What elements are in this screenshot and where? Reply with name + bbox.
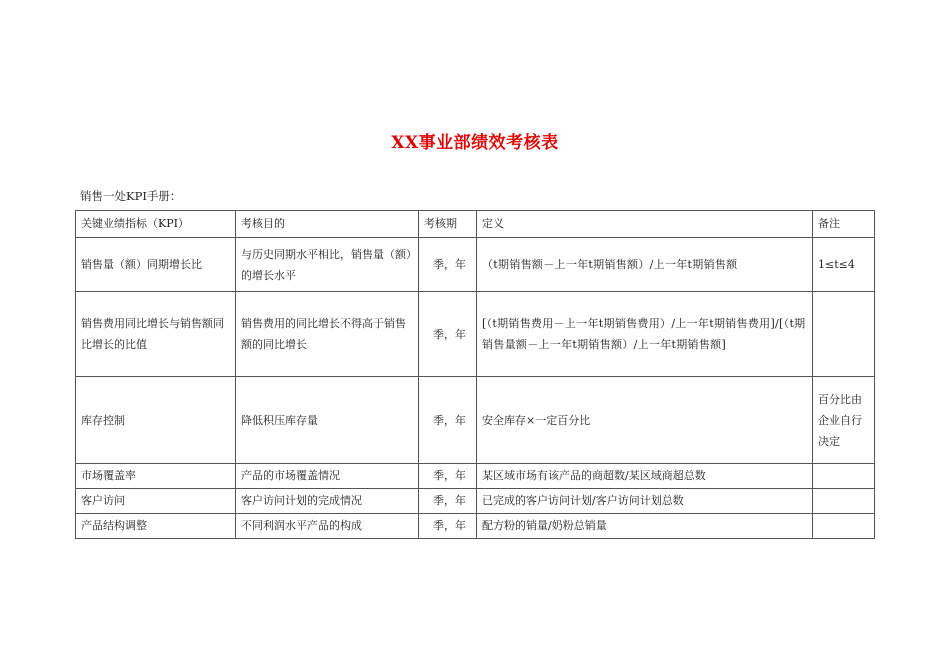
cell-goal: 不同利润水平产品的构成 — [236, 514, 419, 539]
cell-period: 季，年 — [419, 489, 477, 514]
cell-kpi: 销售量（额）同期增长比 — [76, 238, 236, 292]
cell-period: 季，年 — [419, 377, 477, 464]
table-row — [76, 489, 875, 514]
cell-definition: 某区域市场有该产品的商超数/某区域商超总数 — [477, 464, 813, 489]
cell-goal: 客户访问计划的完成情况 — [236, 489, 419, 514]
header-kpi: 关键业绩指标（KPI） — [76, 211, 236, 238]
cell-goal: 与历史同期水平相比，销售量（额）的增长水平 — [236, 238, 419, 292]
header-note: 备注 — [813, 211, 875, 238]
header-goal: 考核目的 — [236, 211, 419, 238]
cell-note: 百分比由企业自行决定 — [813, 377, 875, 464]
kpi-table — [75, 210, 875, 539]
cell-period: 季，年 — [419, 238, 477, 292]
cell-kpi: 市场覆盖率 — [76, 464, 236, 489]
table-row — [76, 464, 875, 489]
header-definition: 定义 — [477, 211, 813, 238]
cell-note — [813, 292, 875, 377]
cell-note — [813, 464, 875, 489]
table-row — [76, 377, 875, 464]
cell-definition: 安全库存×一定百分比 — [477, 377, 813, 464]
cell-period: 季，年 — [419, 514, 477, 539]
cell-note: 1≤t≤4 — [813, 238, 875, 292]
cell-goal: 产品的市场覆盖情况 — [236, 464, 419, 489]
cell-definition: [（t期销售费用－上一年t期销售费用）/上一年t期销售费用]/[（t期销售量额－上一年t期销售额）/上一年t期销售额] — [477, 292, 813, 377]
cell-definition: 配方粉的销量/奶粉总销量 — [477, 514, 813, 539]
cell-kpi: 客户访问 — [76, 489, 236, 514]
table-row — [76, 514, 875, 539]
table-header-row — [76, 211, 875, 238]
cell-goal: 降低积压库存量 — [236, 377, 419, 464]
cell-kpi: 销售费用同比增长与销售额同比增长的比值 — [76, 292, 236, 377]
section-subtitle: 销售一处KPI手册： — [80, 189, 182, 203]
table-row — [76, 292, 875, 377]
cell-period: 季，年 — [419, 464, 477, 489]
cell-note — [813, 514, 875, 539]
cell-period: 季，年 — [419, 292, 477, 377]
cell-definition: （t期销售额－上一年t期销售额）/上一年t期销售额 — [477, 238, 813, 292]
cell-kpi: 库存控制 — [76, 377, 236, 464]
page-title: XX事业部绩效考核表 — [391, 133, 559, 153]
header-period: 考核期 — [419, 211, 477, 238]
cell-goal: 销售费用的同比增长不得高于销售额的同比增长 — [236, 292, 419, 377]
cell-note — [813, 489, 875, 514]
cell-kpi: 产品结构调整 — [76, 514, 236, 539]
table-row — [76, 238, 875, 292]
cell-definition: 已完成的客户访问计划/客户访问计划总数 — [477, 489, 813, 514]
